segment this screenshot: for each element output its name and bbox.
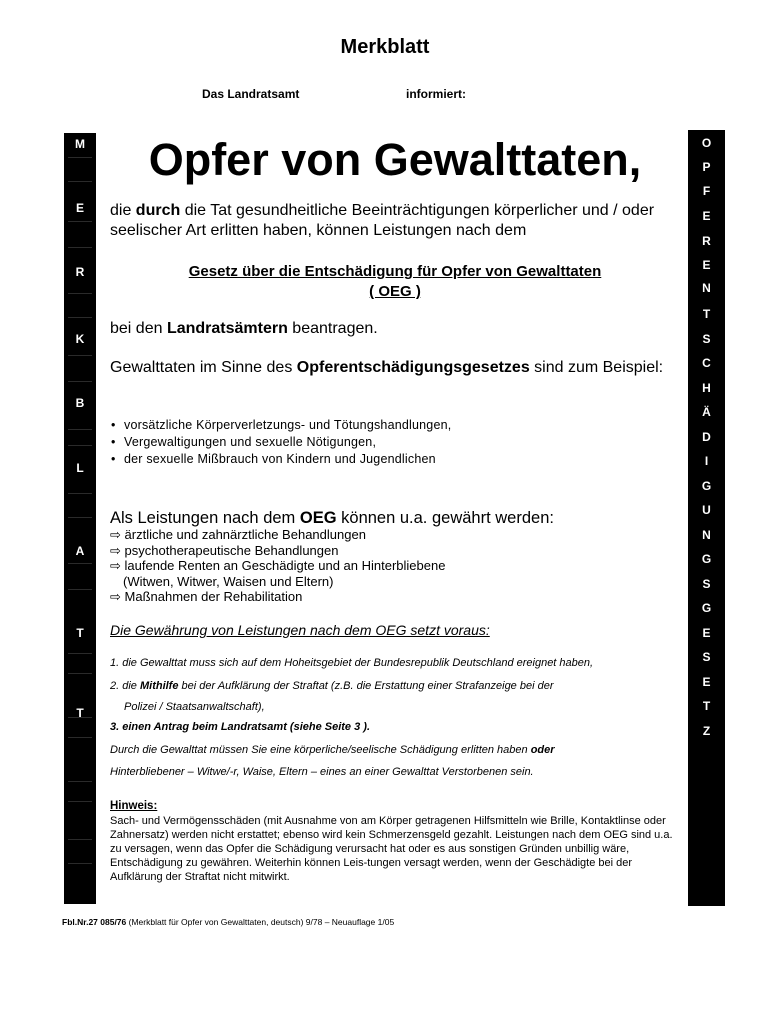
apply-paragraph: bei den Landratsämtern beantragen. (110, 320, 378, 337)
damage-paragraph: Durch die Gewalttat müssen Sie eine körperliche/seelische Schädigung erlitten haben oder (110, 744, 555, 756)
banner-letter: Ä (702, 405, 711, 419)
list-item: • vorsätzliche Körperverletzungs- und Tötungshandlungen, (110, 417, 680, 434)
banner-letter: N (702, 281, 711, 295)
banner-letter: M (75, 137, 85, 151)
banner-letter: L (76, 461, 84, 475)
arrow-right-icon: ⇨ (110, 542, 121, 558)
list-item: (Witwen, Witwer, Waisen und Eltern) (123, 573, 334, 589)
condition-3: 3. einen Antrag beim Landratsamt (siehe Seite 3 ). (110, 721, 370, 733)
law-title: Gesetz über die Entschädigung für Opfer von Gewalttaten (188, 263, 602, 280)
banner-letter: G (701, 601, 712, 615)
list-item: ⇨ psychotherapeutische Behandlungen (110, 542, 339, 558)
list-item: ⇨ laufende Renten an Geschädigte und an Hinterbliebene (110, 558, 446, 573)
banner-letter: D (702, 430, 711, 444)
hinweis-text: Sach- und Vermögensschäden (mit Ausnahme von am Körper getragenen Hilfsmitteln wie Brille, Kontaktlinse oder Zahnersatz) werden nicht erstattet; ebenso wird kein Schmerzensgeld gezahlt. Leistungen nach dem OEG sind u.a. zu versagen, wenn das Opfer die Schädigung verursacht hat oder es aus sonstigen Gründen unbillig wäre, Entschädigung zu gewähren. Weiterhin können Leis-tungen versagt werden, wenn der Geschädigte bei der Aufklärung der Straftat nicht mitwirkt. (110, 815, 673, 883)
banner-letter: S (702, 332, 711, 346)
banner-letter: B (75, 396, 85, 410)
law-abbreviation: ( OEG ) (369, 283, 421, 300)
left-vertical-banner (64, 133, 96, 904)
banner-letter: T (76, 706, 84, 720)
arrow-right-icon: ⇨ (110, 558, 121, 573)
banner-letter: G (701, 479, 712, 493)
banner-letter: F (702, 184, 711, 198)
condition-1: 1. die Gewalttat muss sich auf dem Hoheitsgebiet der Bundesrepublik Deutschland ereignet haben, (110, 657, 594, 669)
banner-letter: S (702, 650, 711, 664)
banner-letter: R (75, 265, 85, 279)
banner-letter: P (702, 160, 711, 174)
intro-paragraph: die durch die Tat gesundheitliche Beeinträchtigungen körperlicher und / oder seelischer Art erlitten haben, können Leistungen nach dem (110, 202, 655, 239)
examples-list (110, 417, 680, 468)
authority-label: Das Landratsamt (202, 87, 300, 101)
banner-letter: E (702, 258, 711, 272)
benefits-list (110, 527, 680, 605)
banner-letter: G (701, 552, 712, 566)
conditions-heading: Die Gewährung von Leistungen nach dem OEG setzt voraus: (110, 622, 490, 638)
list-item: • der sexuelle Mißbrauch von Kindern und Jugendlichen (110, 451, 680, 468)
banner-letter: T (702, 307, 711, 321)
banner-letter: C (702, 356, 711, 370)
list-item: ⇨ ärztliche und zahnärztliche Behandlungen (110, 527, 366, 542)
banner-letter: K (75, 332, 85, 346)
banner-letter: Z (702, 724, 711, 738)
banner-letter: U (702, 503, 711, 517)
informs-label: informiert: (406, 87, 466, 101)
banner-letter: T (76, 626, 84, 640)
condition-2: 2. die Mithilfe bei der Aufklärung der Straftat (z.B. die Erstattung einer Strafanzeige bei der (110, 680, 554, 692)
banner-letter: A (75, 544, 85, 558)
banner-letter: T (702, 699, 711, 713)
banner-letter: H (702, 381, 711, 395)
list-item: ⇨ Maßnahmen der Rehabilitation (110, 589, 303, 604)
hinweis-label: Hinweis: (110, 800, 158, 812)
arrow-right-icon: ⇨ (110, 527, 121, 542)
right-vertical-banner (688, 130, 725, 906)
main-heading: Opfer von Gewalttaten, (148, 134, 642, 185)
banner-letter: I (704, 454, 709, 468)
footer-note: Fbl.Nr.27 085/76 (Merkblatt für Opfer von Gewalttaten, deutsch) 9/78 – Neuauflage 1/05 (62, 917, 395, 927)
condition-2-continued: Polizei / Staatsanwaltschaft), (124, 701, 265, 713)
banner-letter: R (702, 234, 711, 248)
benefits-intro: Als Leistungen nach dem OEG können u.a. gewährt werden: (110, 509, 554, 527)
list-item: • Vergewaltigungen und sexuelle Nötigungen, (110, 434, 680, 451)
banner-letter: O (701, 136, 712, 150)
banner-letter: N (702, 528, 711, 542)
banner-letter: S (702, 577, 711, 591)
banner-letter: E (75, 201, 84, 215)
arrow-right-icon: ⇨ (110, 589, 121, 604)
damage-paragraph-continued: Hinterbliebener – Witwe/-r, Waise, Eltern – eines an einer Gewalttat Verstorbenen sein. (110, 766, 534, 778)
banner-letter: E (702, 675, 711, 689)
banner-letter: E (702, 626, 711, 640)
banner-letter: E (702, 209, 711, 223)
document-title: Merkblatt (340, 36, 430, 58)
examples-intro: Gewalttaten im Sinne des Opferentschädigungsgesetzes sind zum Beispiel: (110, 359, 664, 376)
